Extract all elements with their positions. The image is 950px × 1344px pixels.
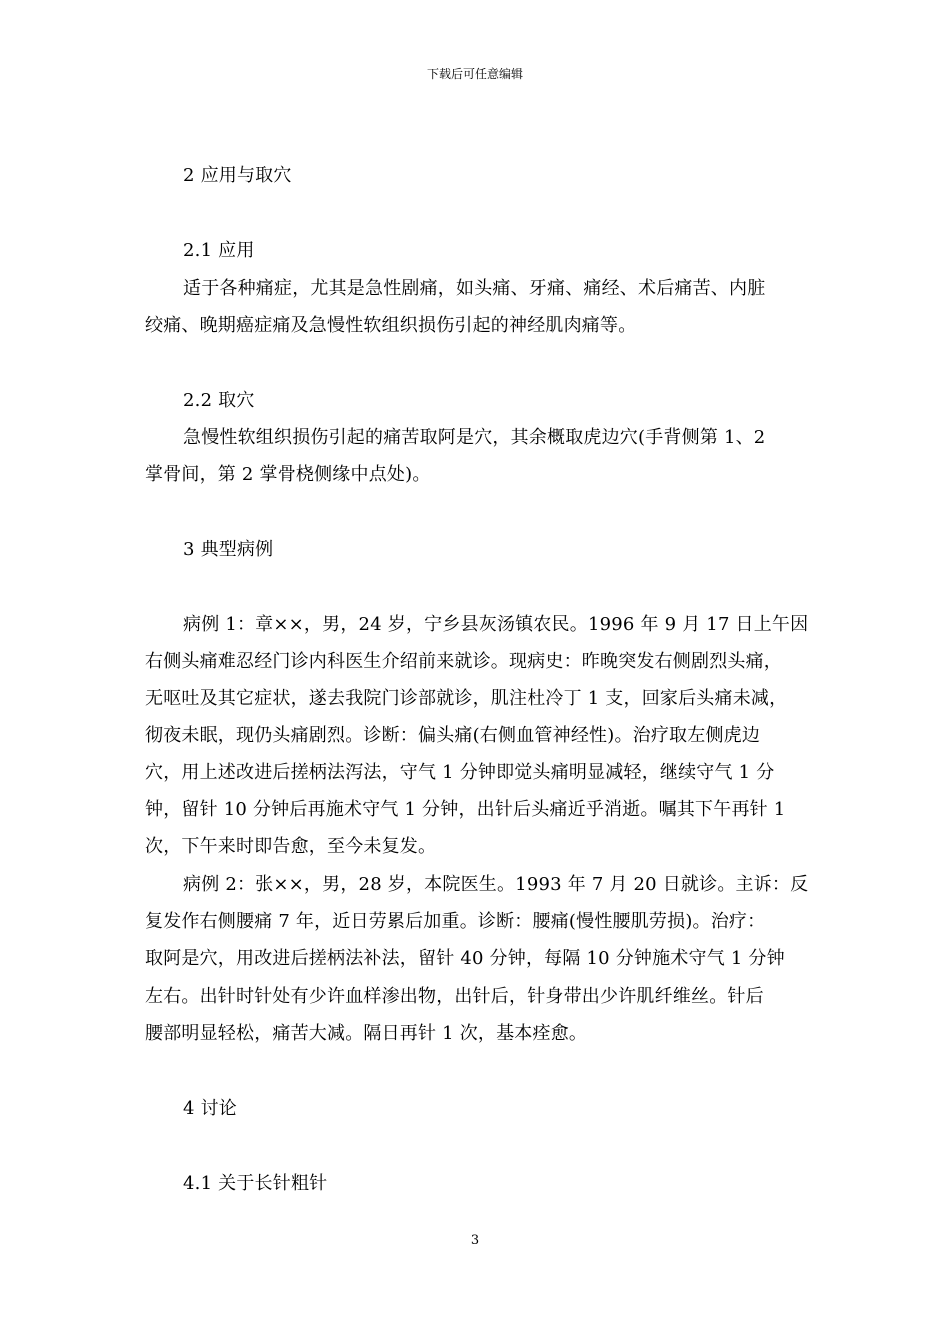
section-heading: 3 典型病例 [183,539,274,560]
paragraph-line: 右侧头痛难忍经门诊内科医生介绍前来就诊。现病史：昨晚突发右侧剧烈头痛， [145,651,782,672]
section-heading: 4 讨论 [183,1098,237,1119]
section-heading: 2 应用与取穴 [183,165,292,186]
paragraph-line: 彻夜未眠，现仍头痛剧烈。诊断：偏头痛(右侧血管神经性)。治疗取左侧虎边 [145,725,761,746]
subsection-heading: 2.2 取穴 [183,390,255,411]
subsection-heading: 4.1 关于长针粗针 [183,1173,328,1194]
paragraph-line: 穴，用上述改进后搓柄法泻法，守气 1 分钟即觉头痛明显减轻，继续守气 1 分 [145,762,775,783]
paragraph-line: 急慢性软组织损伤引起的痛苦取阿是穴，其余概取虎边穴(手背侧第 1、2 [183,427,766,448]
page-number: 3 [470,1233,480,1248]
paragraph-line: 次，下午来时即告愈，至今未复发。 [145,836,437,857]
paragraph-line: 取阿是穴，用改进后搓柄法补法，留针 40 分钟，每隔 10 分钟施术守气 1 分钟 [145,948,785,969]
page-header: 下载后可任意编辑 [426,67,523,81]
subsection-heading: 2.1 应用 [183,240,255,261]
paragraph-line: 病例 1：章××，男，24 岁，宁乡县灰汤镇农民。1996 年 9 月 17 日上午因 [183,614,809,635]
paragraph-line: 钟，留针 10 分钟后再施术守气 1 分钟，出针后头痛近乎消逝。嘱其下午再针 1 [145,799,786,820]
paragraph-line: 病例 2：张××，男，28 岁，本院医生。1993 年 7 月 20 日就诊。主诉：反 [183,874,809,895]
paragraph-line: 掌骨间，第 2 掌骨桡侧缘中点处)。 [145,464,431,485]
paragraph-line: 适于各种痛症，尤其是急性剧痛，如头痛、牙痛、痛经、术后痛苦、内脏 [183,278,766,299]
paragraph-line: 复发作右侧腰痛 7 年，近日劳累后加重。诊断：腰痛(慢性腰肌劳损)。治疗： [145,911,766,932]
paragraph-line: 绞痛、晚期癌症痛及急慢性软组织损伤引起的神经肌肉痛等。 [145,315,637,336]
paragraph-line: 腰部明显轻松，痛苦大减。隔日再针 1 次，基本痊愈。 [145,1023,588,1044]
paragraph-line: 无呕吐及其它症状，遂去我院门诊部就诊，肌注杜冷丁 1 支，回家后头痛未减， [145,688,788,709]
paragraph-line: 左右。出针时针处有少许血样渗出物，出针后，针身带出少许肌纤维丝。针后 [145,986,764,1007]
